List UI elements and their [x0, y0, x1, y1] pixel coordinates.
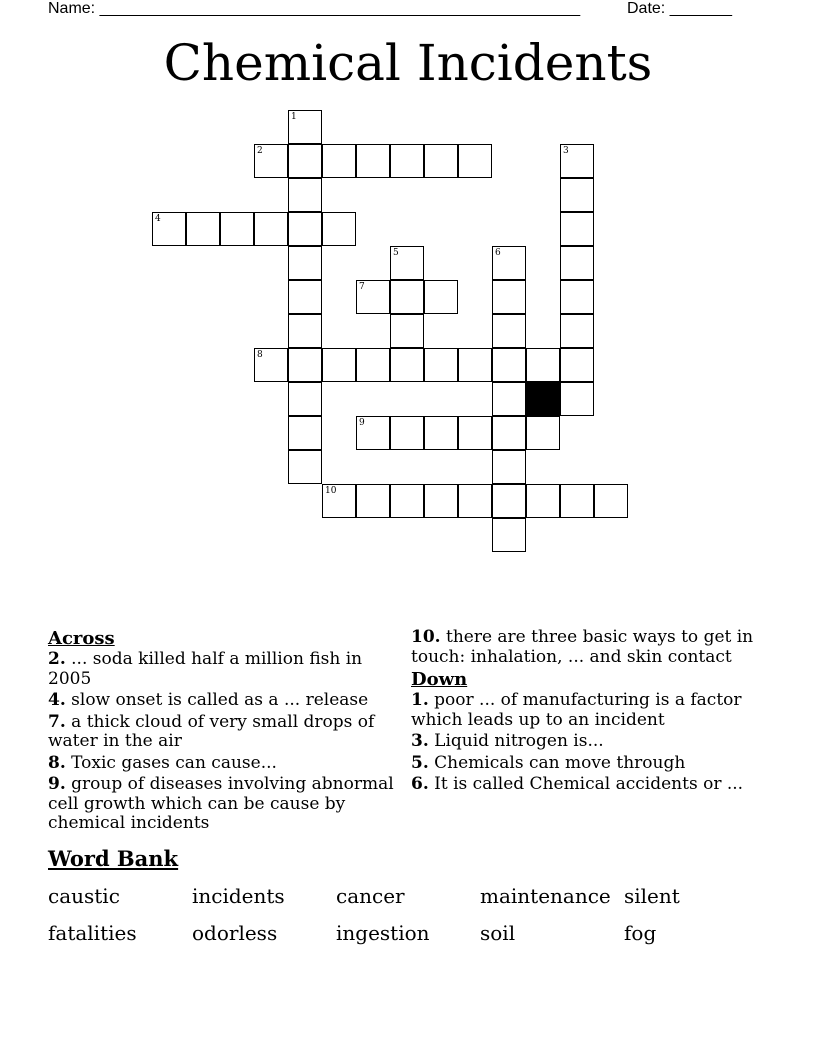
clue-across-2: 2. ... soda killed half a million fish in 2005	[48, 649, 363, 689]
cell-number: 9	[359, 418, 365, 428]
cell-number: 5	[393, 248, 399, 258]
word-bank-item: maintenance	[480, 884, 611, 908]
clue-across-10: 10. there are three basic ways to get in touch: inhalation, ... and skin contact	[411, 627, 754, 667]
cell-number: 7	[359, 282, 365, 292]
word-bank-item: ingestion	[336, 921, 430, 945]
grid-cell[interactable]	[356, 416, 390, 450]
grid-cell[interactable]	[492, 348, 526, 382]
clue-down-3: 3. Liquid nitrogen is...	[411, 731, 604, 751]
clue-across-7: 7. a thick cloud of very small drops of water in the air	[48, 711, 375, 751]
clue-across-9: 9. group of diseases involving abnormal cell growth which can be cause by chemical incidents	[48, 774, 394, 833]
grid-cell[interactable]	[390, 314, 424, 348]
across-heading: Across	[48, 628, 115, 649]
grid-cell[interactable]	[356, 348, 390, 382]
grid-cell[interactable]	[288, 246, 322, 280]
grid-cell[interactable]	[594, 484, 628, 518]
grid-cell[interactable]	[492, 280, 526, 314]
grid-cell[interactable]	[492, 484, 526, 518]
grid-cell[interactable]	[288, 382, 322, 416]
grid-cell[interactable]	[560, 246, 594, 280]
grid-cell[interactable]	[288, 178, 322, 212]
grid-cell[interactable]	[254, 144, 288, 178]
grid-cell[interactable]	[390, 280, 424, 314]
grid-cell[interactable]	[560, 348, 594, 382]
grid-cell[interactable]	[424, 144, 458, 178]
grid-cell[interactable]	[424, 280, 458, 314]
grid-cell[interactable]	[390, 484, 424, 518]
cell-number: 3	[563, 146, 569, 156]
grid-cell[interactable]	[288, 280, 322, 314]
grid-cell[interactable]	[492, 382, 526, 416]
grid-cell[interactable]	[390, 246, 424, 280]
word-bank-item: incidents	[192, 884, 285, 908]
grid-cell[interactable]	[220, 212, 254, 246]
grid-cell[interactable]	[288, 450, 322, 484]
clue-across-4: 4. slow onset is called as a ... release	[48, 690, 369, 710]
black-square	[526, 382, 560, 416]
grid-cell[interactable]	[458, 416, 492, 450]
grid-cell[interactable]	[560, 178, 594, 212]
grid-cell[interactable]	[560, 314, 594, 348]
cell-number: 4	[155, 214, 161, 224]
grid-cell[interactable]	[560, 484, 594, 518]
grid-cell[interactable]	[492, 518, 526, 552]
date-field-label[interactable]: Date: _______	[627, 0, 732, 17]
word-bank-heading: Word Bank	[48, 846, 179, 871]
down-heading: Down	[411, 669, 468, 690]
page-title: Chemical Incidents	[163, 34, 653, 92]
grid-cell[interactable]	[288, 314, 322, 348]
grid-cell[interactable]	[322, 212, 356, 246]
cell-number: 1	[291, 112, 297, 122]
grid-cell[interactable]	[424, 484, 458, 518]
grid-cell[interactable]	[424, 348, 458, 382]
grid-cell[interactable]	[288, 110, 322, 144]
clue-down-5: 5. Chemicals can move through	[411, 752, 686, 773]
grid-cell[interactable]	[560, 144, 594, 178]
grid-cell[interactable]	[288, 416, 322, 450]
grid-cell[interactable]	[356, 484, 390, 518]
grid-cell[interactable]	[560, 280, 594, 314]
cell-number: 6	[495, 248, 501, 258]
grid-cell[interactable]	[458, 484, 492, 518]
grid-cell[interactable]	[288, 212, 322, 246]
grid-cell[interactable]	[492, 450, 526, 484]
grid-cell[interactable]	[390, 348, 424, 382]
grid-cell[interactable]	[288, 144, 322, 178]
grid-cell[interactable]	[560, 382, 594, 416]
cell-number: 10	[325, 486, 337, 496]
grid-cell[interactable]	[254, 212, 288, 246]
word-bank-item: fog	[624, 921, 657, 945]
name-field-label[interactable]: Name: ______________________________________________________	[48, 0, 581, 17]
clue-down-1: 1. poor ... of manufacturing is a factor which leads up to an incident	[411, 690, 742, 730]
grid-cell[interactable]	[152, 212, 186, 246]
grid-cell[interactable]	[526, 416, 560, 450]
grid-cell[interactable]	[458, 144, 492, 178]
grid-cell[interactable]	[526, 348, 560, 382]
grid-cell[interactable]	[492, 416, 526, 450]
grid-cell[interactable]	[458, 348, 492, 382]
grid-cell[interactable]	[322, 484, 356, 518]
grid-cell[interactable]	[390, 416, 424, 450]
grid-cell[interactable]	[526, 484, 560, 518]
word-bank-item: odorless	[192, 921, 278, 945]
word-bank-item: fatalities	[48, 921, 137, 945]
word-bank-item: caustic	[48, 884, 120, 908]
clue-across-8: 8. Toxic gases can cause...	[48, 752, 277, 773]
grid-cell[interactable]	[356, 280, 390, 314]
word-bank-item: soil	[480, 921, 516, 945]
cell-number: 2	[257, 146, 263, 156]
grid-cell[interactable]	[322, 348, 356, 382]
grid-cell[interactable]	[254, 348, 288, 382]
clues-left-column	[48, 628, 398, 836]
grid-cell[interactable]	[186, 212, 220, 246]
cell-number: 8	[257, 350, 263, 360]
grid-cell[interactable]	[322, 144, 356, 178]
grid-cell[interactable]	[560, 212, 594, 246]
grid-cell[interactable]	[288, 348, 322, 382]
grid-cell[interactable]	[390, 144, 424, 178]
word-bank-item: cancer	[336, 884, 405, 908]
grid-cell[interactable]	[492, 314, 526, 348]
grid-cell[interactable]	[356, 144, 390, 178]
word-bank-item: silent	[624, 884, 680, 908]
clues-right-column	[411, 628, 761, 797]
grid-cell[interactable]	[424, 416, 458, 450]
grid-cell[interactable]	[492, 246, 526, 280]
clue-down-6: 6. It is called Chemical accidents or ...	[411, 774, 744, 794]
